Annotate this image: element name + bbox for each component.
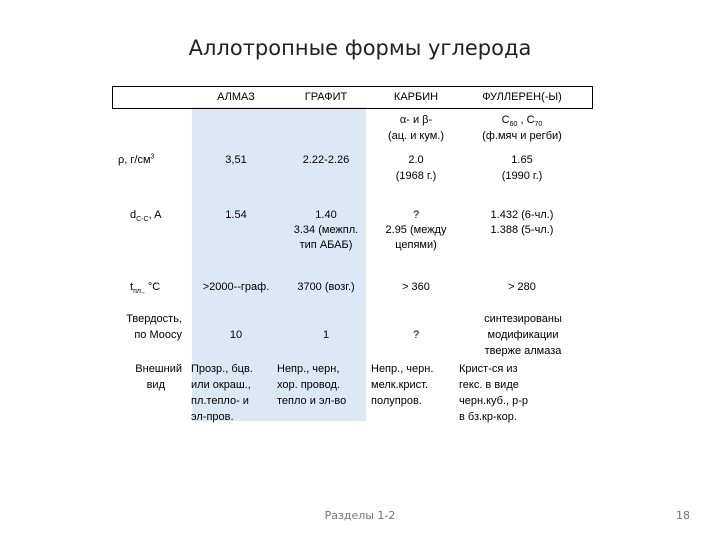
appearance-almaz-1: Прозр., бцв. — [191, 363, 253, 375]
header-almaz: АЛМАЗ — [217, 91, 255, 103]
header-grafit: ГРАФИТ — [304, 91, 348, 103]
bond-grafit: 1.40 — [315, 209, 337, 221]
hardness-grafit: 1 — [322, 329, 330, 341]
appearance-almaz-2: или окраш., — [191, 379, 251, 391]
appearance-fulleren-3: черн.куб., р-р — [459, 395, 529, 407]
appearance-karbin-3: полупров. — [371, 395, 422, 407]
melting-almaz: >2000--граф. — [202, 281, 270, 293]
hardness-fulleren-3: тверже алмаза — [484, 345, 562, 357]
page-number: 18 — [676, 509, 690, 522]
row-label-melting: $t_{пл.,}$ °С — [130, 281, 161, 296]
row-label-hardness-scale: по Моосу — [134, 329, 182, 341]
appearance-grafit-1: Непр., черн, — [277, 363, 340, 375]
fulleren-shapes: (ф.мяч и регби) — [482, 130, 562, 142]
appearance-grafit-3: тепло и эл-во — [277, 395, 347, 407]
density-fulleren-year: (1990 г.) — [501, 170, 543, 182]
bond-almaz: 1.54 — [225, 209, 247, 221]
bond-fulleren-6: 1.432 (6-чл.) — [490, 209, 554, 221]
slide-title: Аллотропные формы углерода — [188, 36, 532, 60]
appearance-karbin-1: Непр., черн. — [371, 363, 434, 375]
fulleren-formula: $C_{60}$ , $C_{70}$ — [501, 114, 543, 129]
density-fulleren: 1.65 — [511, 154, 533, 166]
melting-fulleren: > 280 — [508, 281, 536, 293]
row-label-hardness: Твердость, — [126, 313, 182, 325]
appearance-fulleren-2: гекс. в виде — [459, 379, 519, 391]
row-label-appearance: Внешний — [135, 363, 182, 375]
bond-karbin: ? — [412, 209, 420, 221]
bond-grafit-type: тип АБАБ) — [299, 239, 353, 251]
bond-karbin-chains: цепями) — [395, 239, 437, 251]
row-label-bond: $d_{C-C}$, A — [130, 209, 162, 224]
bond-grafit-interlayer: 3.34 (межпл. — [293, 224, 359, 236]
bond-fulleren-5: 1.388 (5-чл.) — [490, 224, 554, 236]
melting-grafit: 3700 (возг.) — [297, 281, 355, 293]
density-karbin: 2.0 — [408, 154, 424, 166]
footer-section: Разделы 1-2 — [324, 509, 396, 522]
header-karbin: КАРБИН — [393, 91, 439, 103]
density-grafit: 2.22-2.26 — [302, 154, 350, 166]
bond-karbin-between: 2.95 (между — [385, 224, 447, 236]
appearance-fulleren-4: в бз.кр-кор. — [459, 411, 517, 423]
header-fulleren: ФУЛЛЕРЕН(-Ы) — [482, 91, 562, 103]
karbin-forms-note: (ац. и кум.) — [388, 130, 444, 142]
hardness-fulleren-2: модификации — [487, 329, 559, 341]
density-karbin-year: (1968 г.) — [395, 170, 437, 182]
density-almaz: 3,51 — [225, 154, 247, 166]
karbin-forms: α- и β- — [399, 114, 433, 126]
hardness-almaz: 10 — [229, 329, 243, 341]
melting-karbin: > 360 — [402, 281, 430, 293]
appearance-fulleren-1: Крист-ся из — [459, 363, 518, 375]
row-label-density: ρ, $г/см^3$ — [118, 153, 155, 166]
row-label-appearance-2: вид — [146, 379, 165, 391]
appearance-almaz-4: эл-пров. — [191, 411, 234, 423]
hardness-fulleren-1: синтезированы — [484, 313, 562, 325]
appearance-karbin-2: мелк.крист. — [371, 379, 429, 391]
appearance-almaz-3: пл.тепло- и — [191, 395, 249, 407]
appearance-grafit-2: хор. провод. — [277, 379, 340, 391]
hardness-karbin: ? — [412, 329, 420, 341]
